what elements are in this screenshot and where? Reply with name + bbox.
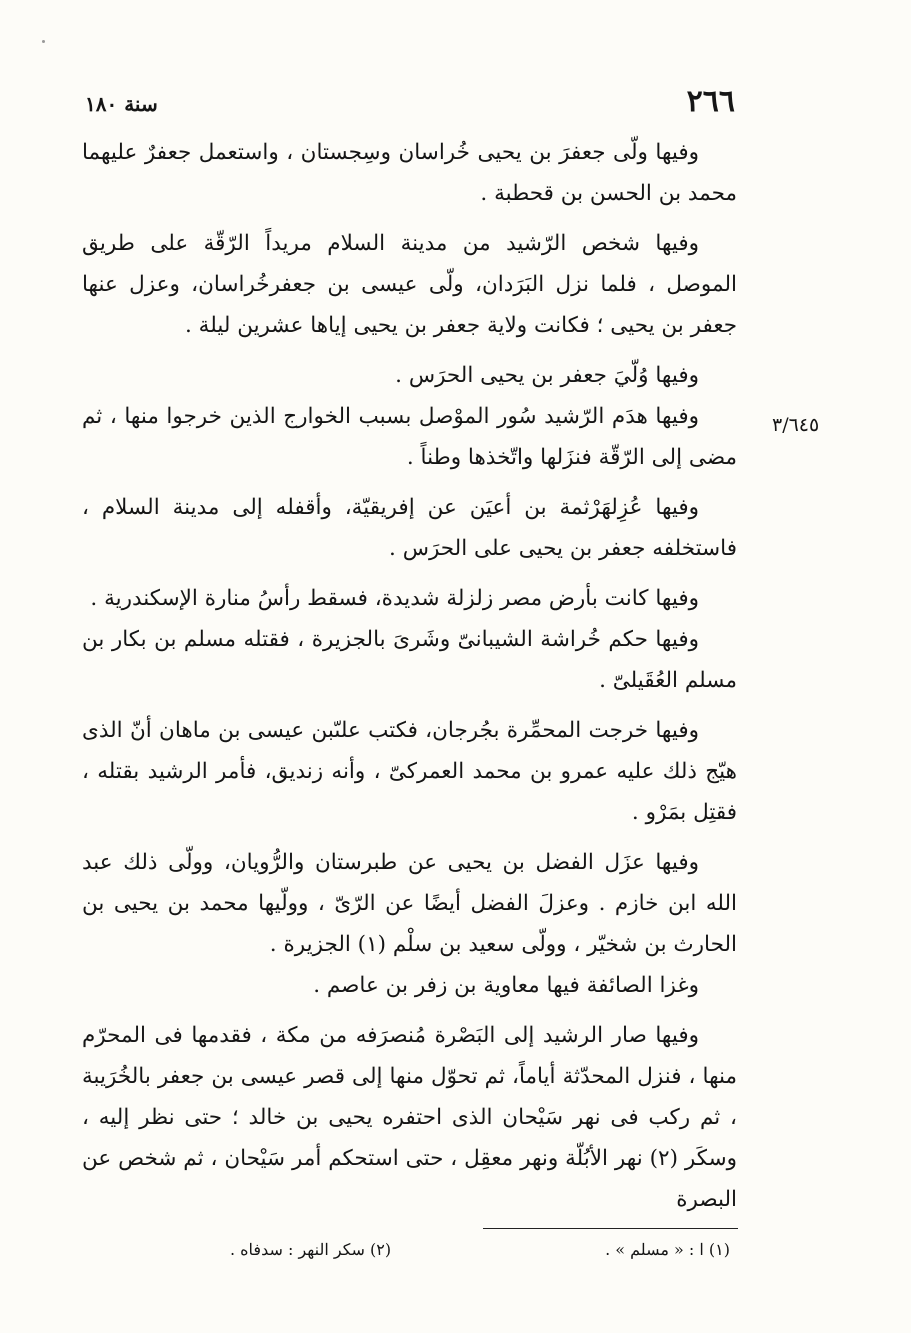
paragraph: وفيها عُزِلهَرْثمة بن أعيَن عن إفريقيّة، وأقفله إلى مدينة السلام ، فاستخلفه جعفر بن يحيى على الحرَس . <box>82 495 737 561</box>
paragraph: وفيها شخص الرّشيد من مدينة السلام مريداً الرّقّة على طريق الموصل ، فلما نزل البَرَدان، ولّى عيسى بن جعفرخُراسان، وعزل عنها جعفر بن يحيى ؛ فكانت ولاية جعفر بن يحيى إياها عشرين ليلة . <box>82 231 737 338</box>
paragraph: وفيها حكم خُراشة الشيبانىّ وشَرىَ بالجزيرة ، فقتله مسلم بن بكار بن مسلم العُقَيلىّ . <box>82 627 737 693</box>
paragraph: وفيها خرجت المحمِّرة بجُرجان، فكتب علىّبن عيسى بن ماهان أنّ الذى هيّج ذلك عليه عمرو بن محمد العمركىّ ، وأنه زنديق، فأمر الرشيد بقتله ، فقتِل بمَرْو . <box>82 718 737 825</box>
paragraph: وفيها هدَم الرّشيد سُور الموْصل بسبب الخوارج الذين خرجوا منها ، ثم مضى إلى الرّقّة فنزَلها واتّخذها وطناً . <box>82 404 737 470</box>
footnote-2: (٢) سكر النهر : سدفاه . <box>230 1240 392 1259</box>
year-label: سنة ١٨٠ <box>85 92 158 116</box>
paragraph: وفيها وُلّيَ جعفر بن يحيى الحرَس . <box>395 363 699 388</box>
paragraph: وفيها ولّى جعفرَ بن يحيى خُراسان وسِجستان ، واستعمل جعفرٌ عليهما محمد بن الحسن بن قحطبة . <box>82 140 737 206</box>
paragraph: وفيها صار الرشيد إلى البَصْرة مُنصرَفه من مكة ، فقدمها فى المحرّم منها ، فنزل المحدّثة أياماً، ثم تحوّل منها إلى قصر عيسى بن جعفر بالخُرَيبة ، ثم ركب فى نهر سَيْحان الذى احتفره يحيى بن خالد ؛ حتى نظر إليه ، وسكَر (٢) نهر الأبُلّة ونهر معقِل ، حتى استحكم أمر سَيْحان ، ثم شخص عن البصرة <box>82 1023 737 1212</box>
page-header <box>85 84 735 124</box>
paragraph: وفيها عزَل الفضل بن يحيى عن طبرستان والرُّويان، وولّى ذلك عبد الله ابن خازم . وعزلَ الفضل أيضًا عن الرّىّ ، وولّيها محمد بن يحيى بن الحارث بن شخيّر ، وولّى سعيد بن سلْم (١) الجزيرة . <box>82 850 737 957</box>
footnote-divider <box>483 1228 738 1229</box>
footnotes <box>230 1240 730 1270</box>
margin-reference: ٣/٦٤٥ <box>772 414 820 436</box>
scan-speck <box>42 40 45 43</box>
body-text <box>82 132 737 1229</box>
footnote-1: (١) ا : « مسلم » . <box>605 1240 730 1259</box>
paragraph: وفيها كانت بأرض مصر زلزلة شديدة، فسقط رأسُ منارة الإسكندرية . <box>90 586 699 611</box>
paragraph: وغزا الصائفة فيها معاوية بن زفر بن عاصم . <box>313 973 699 998</box>
page-number: ٢٦٦ <box>686 84 735 119</box>
